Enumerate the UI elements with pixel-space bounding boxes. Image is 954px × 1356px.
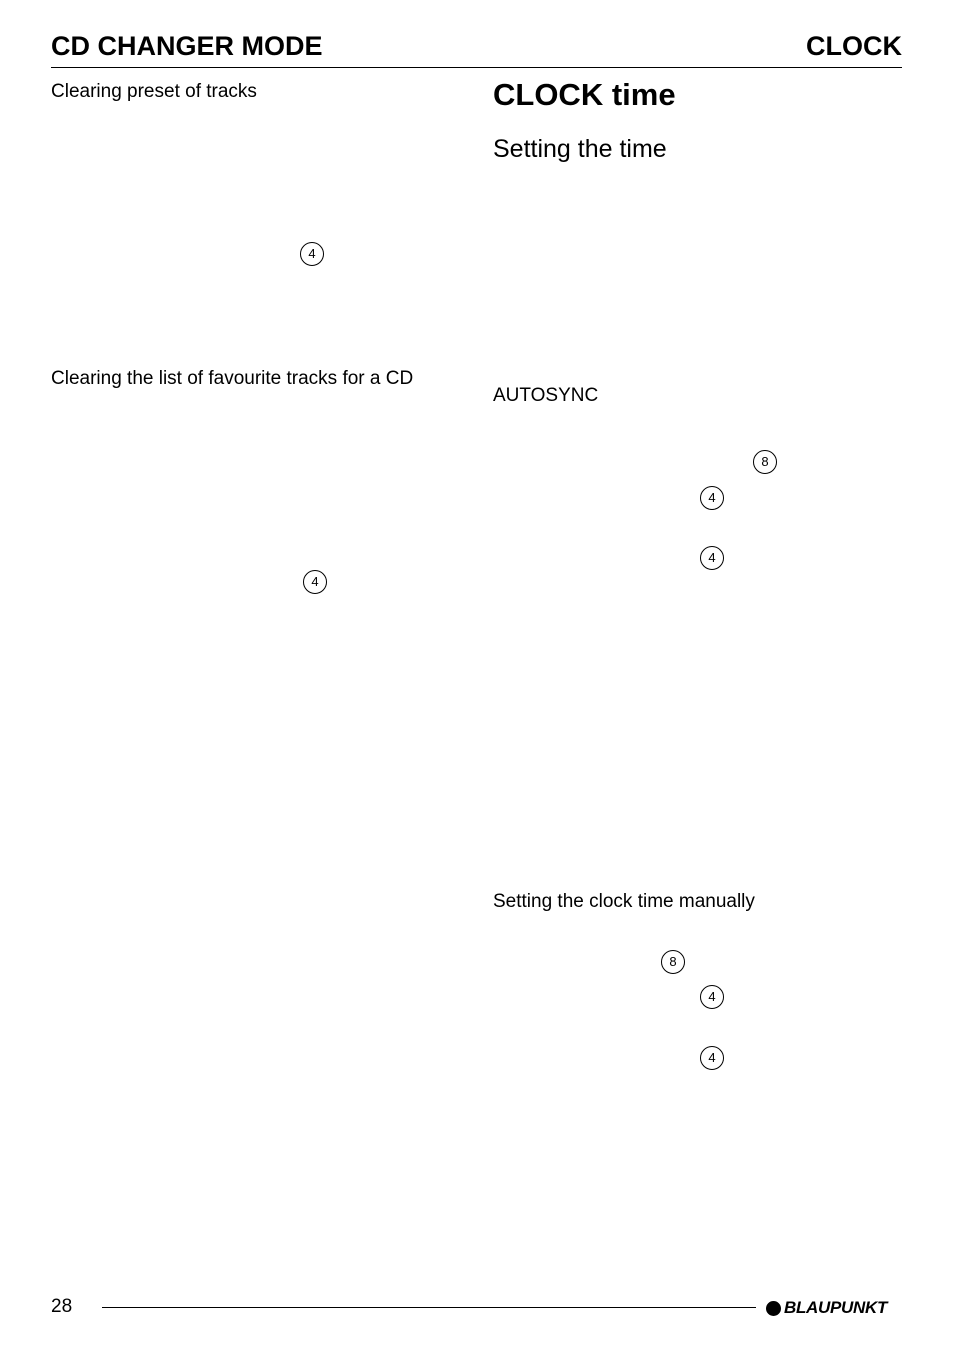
- header-divider: [51, 67, 902, 68]
- section-title-cd-changer-mode: CD CHANGER MODE: [51, 31, 323, 61]
- section-title-clock: CLOCK: [806, 31, 902, 61]
- button-reference-8: 8: [753, 450, 777, 474]
- brand-dot-icon: [766, 1301, 781, 1316]
- subheading-setting-time: Setting the time: [493, 135, 667, 163]
- footer-divider: [102, 1307, 756, 1308]
- button-reference-4: 4: [700, 1046, 724, 1070]
- page-title-clock-time: CLOCK time: [493, 77, 676, 112]
- heading-manual-clock: Setting the clock time manually: [493, 891, 755, 912]
- button-reference-4: 4: [303, 570, 327, 594]
- button-reference-4: 4: [700, 546, 724, 570]
- page-number: 28: [51, 1296, 73, 1317]
- heading-clearing-favourites: Clearing the list of favourite tracks for a CD: [51, 368, 414, 389]
- brand-name: BLAUPUNKT: [784, 1298, 888, 1317]
- button-reference-4: 4: [700, 985, 724, 1009]
- button-reference-8: 8: [661, 950, 685, 974]
- heading-clearing-preset: Clearing preset of tracks: [51, 81, 257, 102]
- heading-autosync: AUTOSYNC: [493, 385, 599, 406]
- button-reference-4: 4: [700, 486, 724, 510]
- button-reference-4: 4: [300, 242, 324, 266]
- brand-logo: [766, 1297, 887, 1319]
